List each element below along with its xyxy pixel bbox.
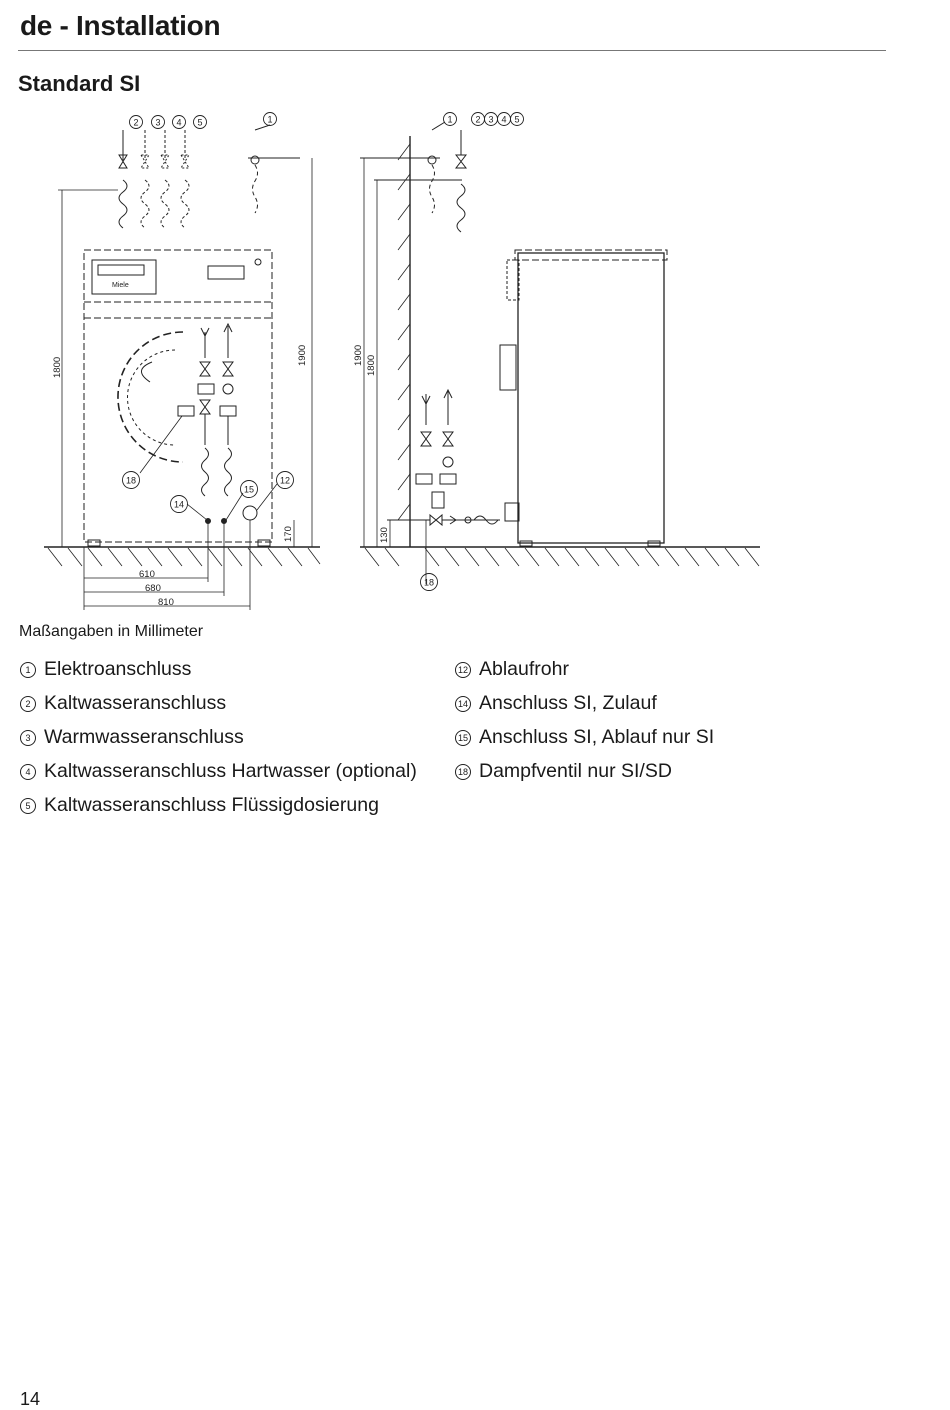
legend-item (455, 658, 885, 681)
legend-item (455, 760, 885, 783)
legend-text: Kaltwasseranschluss Flüssigdosierung (44, 794, 379, 816)
legend-text: Dampfventil nur SI/SD (479, 760, 672, 782)
callout-front-12-label: 12 (279, 475, 291, 486)
callout-front-18-label: 18 (125, 475, 137, 486)
legend-right-column (455, 658, 885, 794)
front-view (44, 125, 320, 610)
dim-front-1900: 1900 (297, 344, 308, 366)
callout-side-2-label: 2 (475, 114, 481, 125)
callout-front-3-label: 3 (155, 117, 161, 128)
callout-side-5-label: 5 (514, 114, 520, 125)
legend-number: 18 (455, 764, 471, 780)
svg-text:Miele: Miele (112, 282, 129, 289)
callout-side-4-label: 4 (501, 114, 507, 125)
page-number: 14 (20, 1389, 41, 1409)
legend-text: Kaltwasseranschluss (44, 692, 227, 714)
callout-front-15-label: 15 (243, 484, 255, 495)
callout-side-1-label: 1 (447, 114, 453, 125)
dim-side-130: 130 (379, 527, 390, 543)
dim-side-1900: 1900 (353, 344, 364, 366)
legend-number: 4 (20, 764, 36, 780)
legend-item (20, 760, 450, 783)
page-header-title: de - Installation (20, 10, 221, 41)
legend-text: Kaltwasseranschluss Hartwasser (optional) (44, 760, 417, 782)
callout-front-1-label: 1 (267, 114, 273, 125)
legend-number: 5 (20, 798, 36, 814)
callout-side-18-label: 18 (423, 577, 435, 588)
legend-item (20, 726, 450, 749)
dim-front-1800: 1800 (52, 356, 63, 378)
legend-text: Elektroanschluss (44, 658, 192, 680)
legend-item (455, 692, 885, 715)
legend-number: 1 (20, 662, 36, 678)
legend-number: 14 (455, 696, 471, 712)
legend-item (455, 726, 885, 749)
legend-text: Ablaufrohr (479, 658, 569, 680)
callout-front-14-label: 14 (173, 499, 185, 510)
legend-item (20, 794, 450, 817)
legend-number: 12 (455, 662, 471, 678)
legend-text: Anschluss SI, Ablauf nur SI (479, 726, 715, 748)
dim-front-170: 170 (283, 526, 294, 542)
callout-side-3-label: 3 (488, 114, 494, 125)
dim-side-1800: 1800 (366, 354, 377, 376)
legend-item (20, 658, 450, 681)
section-title: Standard SI (18, 71, 141, 96)
measurement-caption: Maßangaben in Millimeter (19, 623, 204, 640)
dim-front-610: 610 (139, 569, 155, 580)
side-view (360, 122, 760, 584)
callout-front-4-label: 4 (176, 117, 182, 128)
legend-number: 3 (20, 730, 36, 746)
legend-text: Anschluss SI, Zulauf (479, 692, 657, 714)
legend-number: 15 (455, 730, 471, 746)
dim-front-810: 810 (158, 597, 174, 608)
legend-text: Warmwasseranschluss (44, 726, 244, 748)
callout-front-5-label: 5 (197, 117, 203, 128)
legend-number: 2 (20, 696, 36, 712)
legend-item (20, 692, 450, 715)
dim-front-680: 680 (145, 583, 161, 594)
callout-front-2-label: 2 (133, 117, 139, 128)
legend-left-column (20, 658, 450, 828)
header-divider (18, 50, 886, 51)
installation-drawing (0, 100, 800, 608)
